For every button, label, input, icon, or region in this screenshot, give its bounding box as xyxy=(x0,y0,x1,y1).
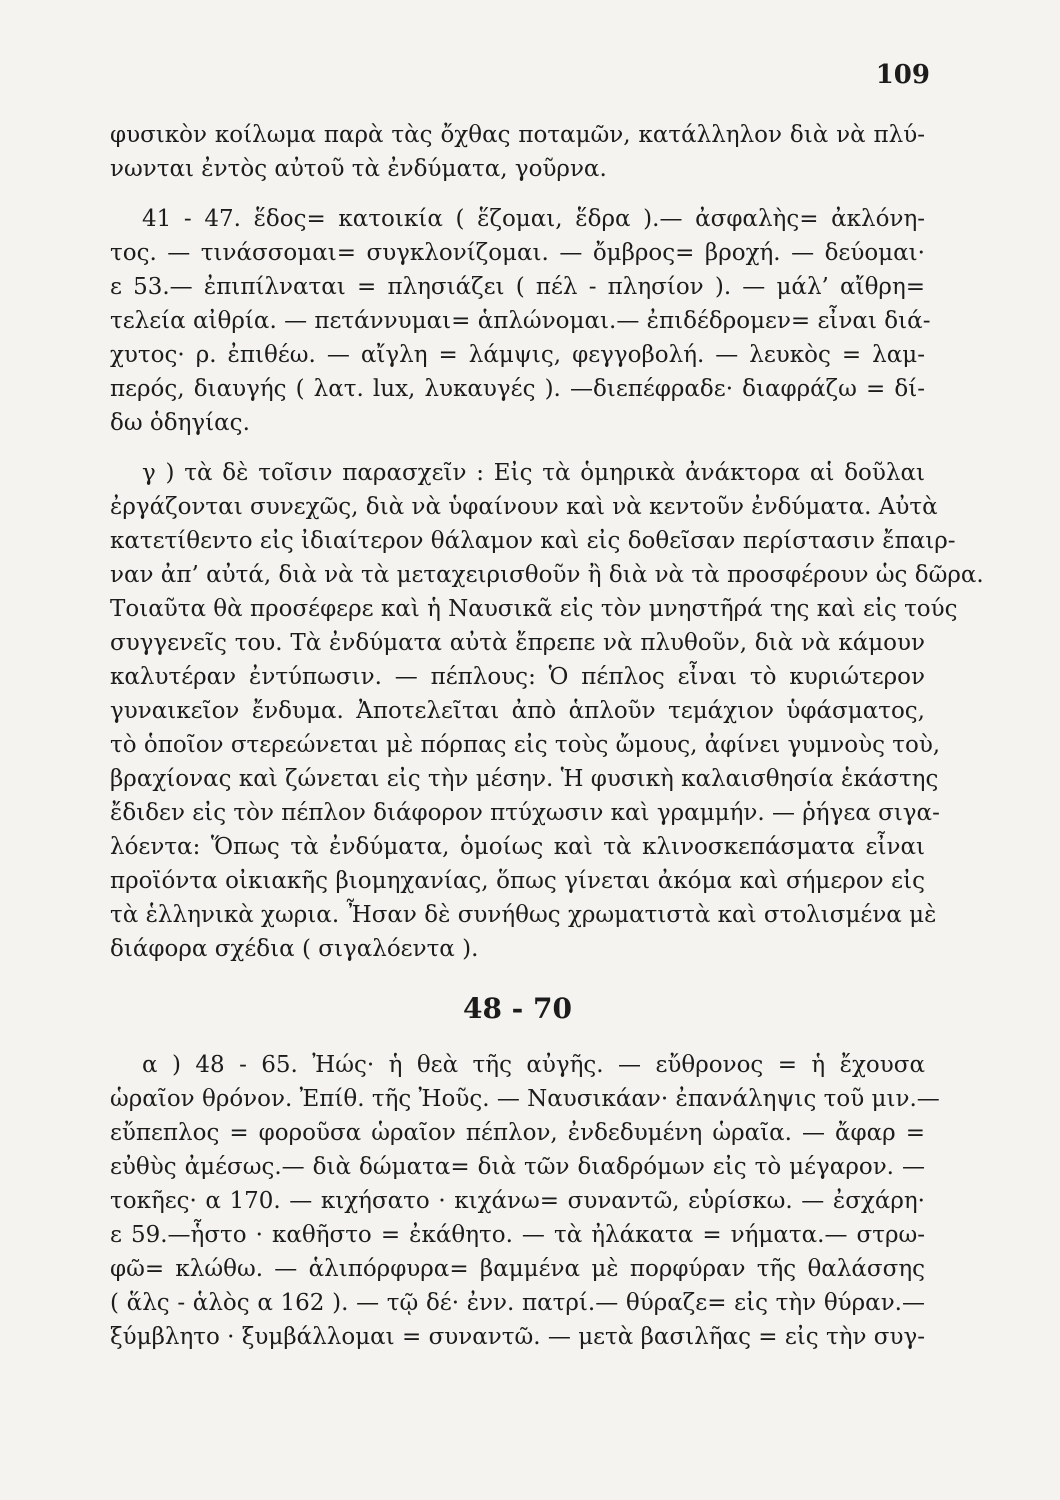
text-line: ναν ἀπ’ αὐτά, διὰ νὰ τὰ μεταχειρισθοῦν ἢ διὰ νὰ τὰ προσφέρουν ὡς δῶρα. xyxy=(110,562,984,588)
text-line: προϊόντα οἰκιακῆς βιομηχανίας, ὅπως γίνεται ἀκόμα καὶ σήμερον εἰς xyxy=(110,868,925,894)
text-line: ξύμβλητο · ξυμβάλλομαι = συναντῶ. — μετὰ βασιλῆας = εἰς τὴν συγ- xyxy=(110,1324,925,1350)
text-line: χυτος· ρ. ἐπιθέω. — αἴγλη = λάμψις, φεγγοβολή. — λευκὸς = λαμ- xyxy=(110,342,925,368)
text-line: τοκῆες· α 170. — κιχήσατο · κιχάνω= συναντῶ, εὑρίσκω. — ἐσχάρη· xyxy=(110,1188,925,1214)
text-line: ε 59.—ἧστο · καθῆστο = ἐκάθητο. — τὰ ἠλάκατα = νήματα.— στρω- xyxy=(110,1222,925,1248)
text-line: δω ὁδηγίας. xyxy=(110,410,250,436)
text-line: φῶ= κλώθω. — ἁλιπόρφυρα= βαμμένα μὲ πορφύραν τῆς θαλάσσης xyxy=(110,1256,925,1282)
section-heading: 48 - 70 xyxy=(462,992,573,1025)
text-line: ἔδιδεν εἰς τὸν πέπλον διάφορον πτύχωσιν καὶ γραμμήν. — ῥήγεα σιγα- xyxy=(110,800,940,826)
text-line: τὸ ὁποῖον στερεώνεται μὲ πόρπας εἰς τοὺς ὤμους, ἀφίνει γυμνοὺς τοὺ, xyxy=(110,732,941,758)
text-line: εὔπεπλος = φοροῦσα ὡραῖον πέπλον, ἐνδεδυμένη ὡραῖα. — ἄφαρ = xyxy=(110,1120,925,1146)
text-line: ε 53.— ἐπιπίλναται = πλησιάζει ( πέλ - πλησίον ). — μάλ’ αἴθρη= xyxy=(110,274,925,300)
text-line: τὰ ἑλληνικὰ χωρια. Ἦσαν δὲ συνήθως χρωματιστὰ καὶ στολισμένα μὲ xyxy=(110,902,937,928)
text-line: γυναικεῖον ἔνδυμα. Ἀποτελεῖται ἀπὸ ἁπλοῦν τεμάχιον ὑφάσματος, xyxy=(110,698,925,724)
text-line: περός, διαυγής ( λατ. lux, λυκαυγές ). —διεπέφραδε· διαφράζω = δί- xyxy=(110,376,925,402)
text-line: ὡραῖον θρόνον. Ἐπίθ. τῆς Ἠοῦς. — Ναυσικάαν· ἐπανάληψις τοῦ μιν.— xyxy=(110,1086,940,1112)
text-line: φυσικὸν κοίλωμα παρὰ τὰς ὄχθας ποταμῶν, κατάλληλον διὰ νὰ πλύ- xyxy=(110,122,925,148)
text-line: λόεντα: Ὅπως τὰ ἐνδύματα, ὁμοίως καὶ τὰ κλινοσκεπάσματα εἶναι xyxy=(110,834,925,860)
text-line: τος. — τινάσσομαι= συγκλονίζομαι. — ὄμβρος= βροχή. — δεύομαι· xyxy=(110,240,925,266)
text-line: συγγενεῖς του. Τὰ ἐνδύματα αὐτὰ ἔπρεπε νὰ πλυθοῦν, διὰ νὰ κάμουν xyxy=(110,630,925,656)
text-line: διάφορα σχέδια ( σιγαλόεντα ). xyxy=(110,936,479,962)
text-line: βραχίονας καὶ ζώνεται εἰς τὴν μέσην. Ἡ φυσικὴ καλαισθησία ἑκάστης xyxy=(110,766,939,792)
text-line: τελεία αἰθρία. — πετάννυμαι= ἁπλώνομαι.— ἐπιδέδρομεν= εἶναι διά- xyxy=(110,308,931,334)
text-line: Τοιαῦτα θὰ προσέφερε καὶ ἡ Ναυσικᾶ εἰς τὸν μνηστῆρά της καὶ εἰς τούς xyxy=(110,596,958,622)
text-line: 41 - 47. ἕδος= κατοικία ( ἕζομαι, ἕδρα ).— ἀσφαλὴς= ἀκλόνη- xyxy=(142,206,925,232)
page-number: 109 xyxy=(875,60,930,90)
text-line: ἐργάζονται συνεχῶς, διὰ νὰ ὑφαίνουν καὶ νὰ κεντοῦν ἐνδύματα. Αὐτὰ xyxy=(110,494,938,520)
text-line: γ ) τὰ δὲ τοῖσιν παρασχεῖν : Εἰς τὰ ὁμηρικὰ ἀνάκτορα αἱ δοῦλαι xyxy=(142,460,925,486)
text-line: κατετίθεντο εἰς ἰδιαίτερον θάλαμον καὶ εἰς δοθεῖσαν περίστασιν ἔπαιρ- xyxy=(110,528,956,554)
text-line: ( ἅλς - ἁλὸς α 162 ). — τῷ δέ· ἐνν. πατρί.— θύραζε= εἰς τὴν θύραν.— xyxy=(110,1290,925,1316)
text-line: εὐθὺς ἀμέσως.— διὰ δώματα= διὰ τῶν διαδρόμων εἰς τὸ μέγαρον. — xyxy=(110,1154,925,1180)
text-line: καλυτέραν ἐντύπωσιν. — πέπλους: Ὁ πέπλος εἶναι τὸ κυριώτερον xyxy=(110,664,925,690)
body-text xyxy=(110,118,984,1354)
text-line: νωνται ἐντὸς αὐτοῦ τὰ ἐνδύματα, γοῦρνα. xyxy=(110,156,607,182)
text-line: α ) 48 - 65. Ἠώς· ἡ θεὰ τῆς αὐγῆς. — εὔθρονος = ἡ ἔχουσα xyxy=(142,1052,925,1078)
